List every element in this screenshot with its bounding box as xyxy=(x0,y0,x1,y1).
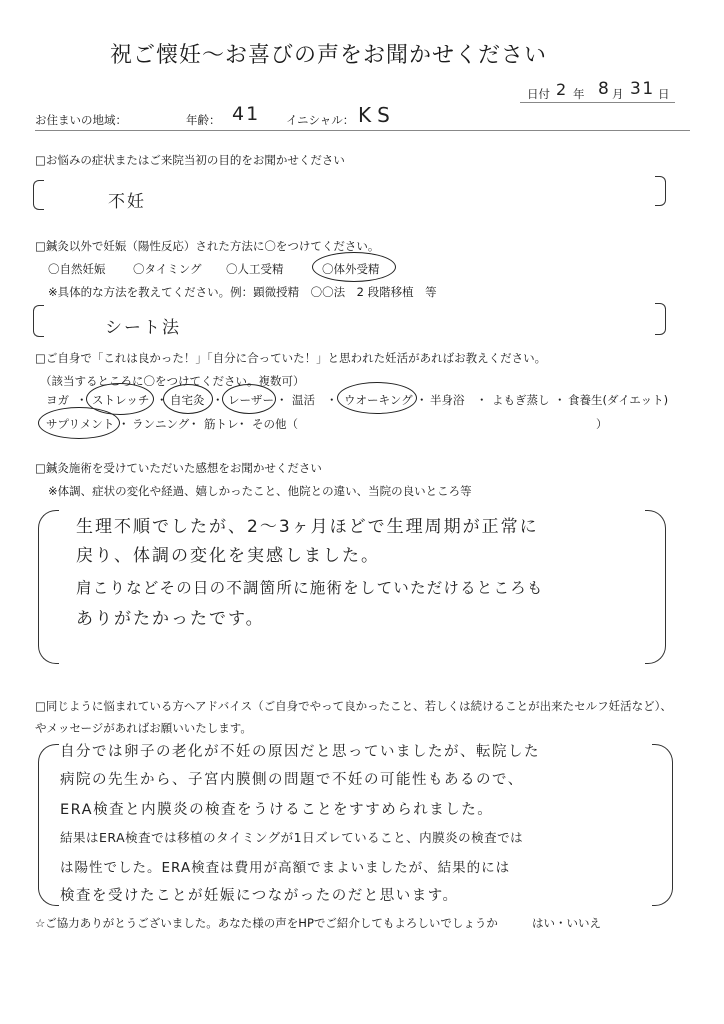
q3-laser: レーザー xyxy=(228,393,274,407)
q4-question: □鍼灸施術を受けていただいた感想をお聞かせください xyxy=(35,461,322,475)
q3-diet: 食養生(ダイエット) xyxy=(568,393,669,407)
q3-home-moxa: 自宅灸 xyxy=(170,393,205,407)
date-year: 2 xyxy=(556,80,568,99)
q1-question: □お悩みの症状またはご来院当初の目的をお聞かせください xyxy=(35,153,345,167)
q3-note: （該当するところに〇をつけてください。複数可） xyxy=(40,374,305,388)
q3-sep: ・ xyxy=(188,417,200,431)
date-month: 8 xyxy=(598,79,611,99)
q1-answer: 不妊 xyxy=(108,192,146,212)
profile-underline xyxy=(35,130,690,131)
q1-right-bracket xyxy=(655,176,666,206)
q3-question: □ご自身で「これは良かった！」「自分に合っていた！」と思われた妊活があればお教えください。 xyxy=(35,351,547,365)
initial-label: イニシャル： xyxy=(286,113,355,127)
date-day-unit: 日 xyxy=(658,87,670,101)
q4-note: ※体調、症状の変化や経過、嬉しかったこと、他院との違い、当院の良いところ等 xyxy=(48,484,472,498)
q3-supplement-circle xyxy=(38,407,120,439)
q3-walking: ウオーキング xyxy=(344,393,413,407)
date-label: 日付 xyxy=(527,87,550,101)
q2-option-timing: 〇タイミング xyxy=(133,262,202,276)
q3-walking-circle xyxy=(337,382,417,414)
footer-yes-no[interactable]: はい・いいえ xyxy=(532,916,601,930)
q5-answer-line: 病院の先生から、子宮内膜側の問題で不妊の可能性もあるので、 xyxy=(60,772,524,788)
q3-sep: ・ xyxy=(554,393,566,407)
q2-question: □鍼灸以外で妊娠（陽性反応）された方法に〇をつけてください。 xyxy=(35,239,380,253)
q3-laser-circle xyxy=(222,384,276,414)
initial-value: KS xyxy=(358,103,396,127)
q3-other: その他（ xyxy=(252,417,298,431)
q2-right-bracket xyxy=(655,303,666,335)
q5-answer-line: は陽性でした。ERA検査は費用が高額でまよいましたが、結果的には xyxy=(60,860,511,876)
age-value: 41 xyxy=(232,103,261,125)
q2-left-bracket xyxy=(33,305,44,337)
q2-option-artificial: 〇人工受精 xyxy=(226,262,284,276)
q2-ivf-circle xyxy=(312,252,396,282)
q5-right-bracket xyxy=(652,744,673,906)
q3-running: ランニング xyxy=(132,417,190,431)
q5-question-cont: やメッセージがあればお願いいたします。 xyxy=(35,721,252,735)
q3-home-moxa-circle xyxy=(163,384,213,414)
q2-answer: シート法 xyxy=(105,318,181,338)
q3-yomogi: よもぎ蒸し xyxy=(492,393,550,407)
q3-sep: ・ xyxy=(156,393,168,407)
q3-sep: ・ xyxy=(476,393,488,407)
q3-supplement: サプリメント xyxy=(46,417,115,431)
date-year-unit: 年 xyxy=(573,87,585,101)
q1-left-bracket xyxy=(33,180,44,210)
q3-sep: ・ xyxy=(76,393,88,407)
q4-answer-line: 生理不順でしたが、2〜3ヶ月ほどで生理周期が正常に xyxy=(76,517,539,537)
date-month-unit: 月 xyxy=(612,87,624,101)
page-title: 祝ご懐妊〜お喜びの声をお聞かせください xyxy=(110,43,548,68)
q5-left-bracket xyxy=(38,744,59,906)
q4-left-bracket xyxy=(38,510,59,664)
q3-sep: ・ xyxy=(212,393,224,407)
q2-option-natural: 〇自然妊娠 xyxy=(48,262,106,276)
area-label: お住まいの地域： xyxy=(35,113,127,127)
q4-answer-line: ありがたかったです。 xyxy=(76,609,265,629)
q3-strength: 筋トレ xyxy=(204,417,239,431)
q5-question: □同じように悩まれている方へアドバイス（ご自身でやって良かったこと、若しくは続けることが出来たセルフ妊活など）、 xyxy=(35,699,672,713)
date-day: 31 xyxy=(630,79,655,99)
footer-thanks: ☆ご協力ありがとうございました。あなた様の声をHPでご紹介してもよろしいでしょうか xyxy=(35,916,498,930)
age-label: 年齢： xyxy=(186,113,221,127)
q5-answer-line: 結果はERA検査では移植のタイミングが1日ズレていること、内膜炎の検査では xyxy=(60,830,524,845)
q3-warming: 温活 xyxy=(292,393,315,407)
q3-sep: ・ xyxy=(236,417,248,431)
q4-right-bracket xyxy=(645,510,666,664)
date-underline xyxy=(520,102,675,103)
q2-option-ivf: 〇体外受精 xyxy=(322,262,380,276)
q3-half-bath: 半身浴 xyxy=(430,393,465,407)
q3-sep: ・ xyxy=(416,393,428,407)
q3-sep: ・ xyxy=(326,393,338,407)
q3-sep: ・ xyxy=(276,393,288,407)
q5-answer-line: 検査を受けたことが妊娠につながったのだと思います。 xyxy=(60,888,459,904)
q5-answer-line: ERA検査と内膜炎の検査をうけることをすすめられました。 xyxy=(60,802,494,818)
q4-answer-line: 肩こりなどその日の不調箇所に施術をしていただけるところも xyxy=(76,579,544,597)
q3-sep: ・ xyxy=(118,417,130,431)
q4-answer-line: 戻り、体調の変化を実感しました。 xyxy=(76,546,380,566)
q5-answer-line: 自分では卵子の老化が不妊の原因だと思っていましたが、転院した xyxy=(60,744,540,760)
q2-note: ※具体的な方法を教えてください。例：顕微授精 〇〇法 2 段階移植 等 xyxy=(48,285,437,299)
q3-yoga: ヨガ xyxy=(46,393,69,407)
q3-stretch: ストレッチ xyxy=(92,393,150,407)
q3-other-close: ） xyxy=(596,417,608,431)
